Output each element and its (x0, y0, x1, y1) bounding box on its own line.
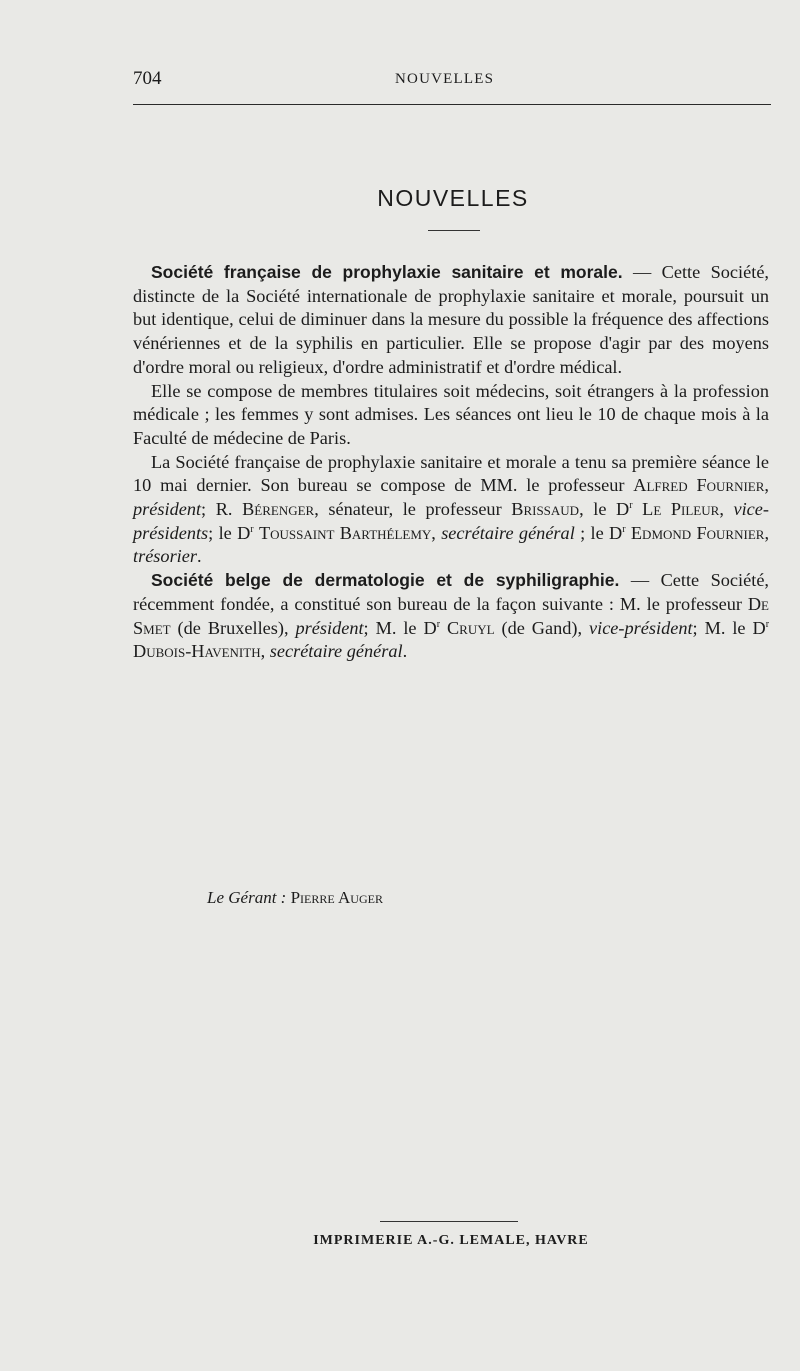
person-name: De Smet (133, 593, 769, 638)
signature-name: Pierre Auger (290, 888, 383, 907)
page-number: 704 (133, 68, 162, 89)
running-title: NOUVELLES (395, 71, 495, 87)
footer-rule (380, 1221, 518, 1222)
section-title: NOUVELLES (377, 185, 529, 211)
person-name: Toussaint Barthélemy (258, 522, 432, 543)
heading-societe-belge: Société belge de dermatologie et de syphiligraphie. (151, 570, 620, 591)
role: président (295, 617, 364, 638)
header-rule (133, 104, 771, 105)
person-name: Bérenger (242, 499, 315, 520)
signature (207, 888, 383, 908)
role: secrétaire général (441, 522, 575, 543)
person-name: Brissaud (511, 499, 580, 520)
person-name: Edmond Fournier (630, 522, 765, 543)
paragraph-societe-belge: Société belge de dermatologie et de syphiligraphie. — Cette Société, récemment fondée, a constitué son bureau de la façon suivante : M. le professeur De Smet (de Bruxelles), président; M. le $D^r$ Cruyl (de Gand), vice-président; M. le $D^r$ Dubois-Havenith, secrétaire général. (133, 570, 770, 662)
article-body (133, 261, 769, 664)
paragraph-prophylaxie-intro: Société française de prophylaxie sanitaire et morale. — Cette Société, distincte de la Société internationale de prophylaxie sanitaire et morale, poursuit un but identique, celui de diminuer dans la mesure du possible la fréquence des affections vénériennes et de la syphilis en particulier. Elle se propose d'agir par des moyens d'ordre moral ou religieux, d'ordre administratif et d'ordre médical. (133, 262, 770, 377)
role: président (133, 499, 202, 520)
paragraph-bureau-francais: La Société française de prophylaxie sanitaire et morale a tenu sa première séance le 10 mai dernier. Son bureau se compose de MM. le professeur Alfred Fournier, président; R. Bérenger, sénateur, le professeur Brissaud, le $D^r$ Le Pileur, vice-présidents; le $D^r$ Toussaint Barthélemy, secrétaire général ; le $D^r$ Edmond Fournier, trésorier. (133, 451, 770, 567)
running-head (133, 68, 773, 92)
person-name: Dubois-Havenith (133, 641, 261, 662)
role: vice-présidents (133, 499, 769, 543)
signature-label: Le Gérant : (207, 888, 287, 907)
imprint: IMPRIMERIE A.-G. LEMALE, HAVRE (313, 1233, 589, 1248)
role: secrétaire général (269, 641, 403, 662)
heading-societe-francaise: Société française de prophylaxie sanitaire et morale. (151, 262, 623, 282)
person-name: Le Pileur (642, 499, 720, 520)
person-name: Cruyl (446, 617, 495, 638)
role: vice-président (589, 617, 693, 638)
person-name: Alfred Fournier (633, 475, 765, 496)
title-rule (428, 230, 480, 231)
role: trésorier (133, 546, 197, 567)
paragraph-membres: Elle se compose de membres titulaires soit médecins, soit étrangers à la profession médicale ; les femmes y sont admises. Les séances ont lieu le 10 de chaque mois à la Faculté de médecine de Paris. (133, 380, 769, 448)
